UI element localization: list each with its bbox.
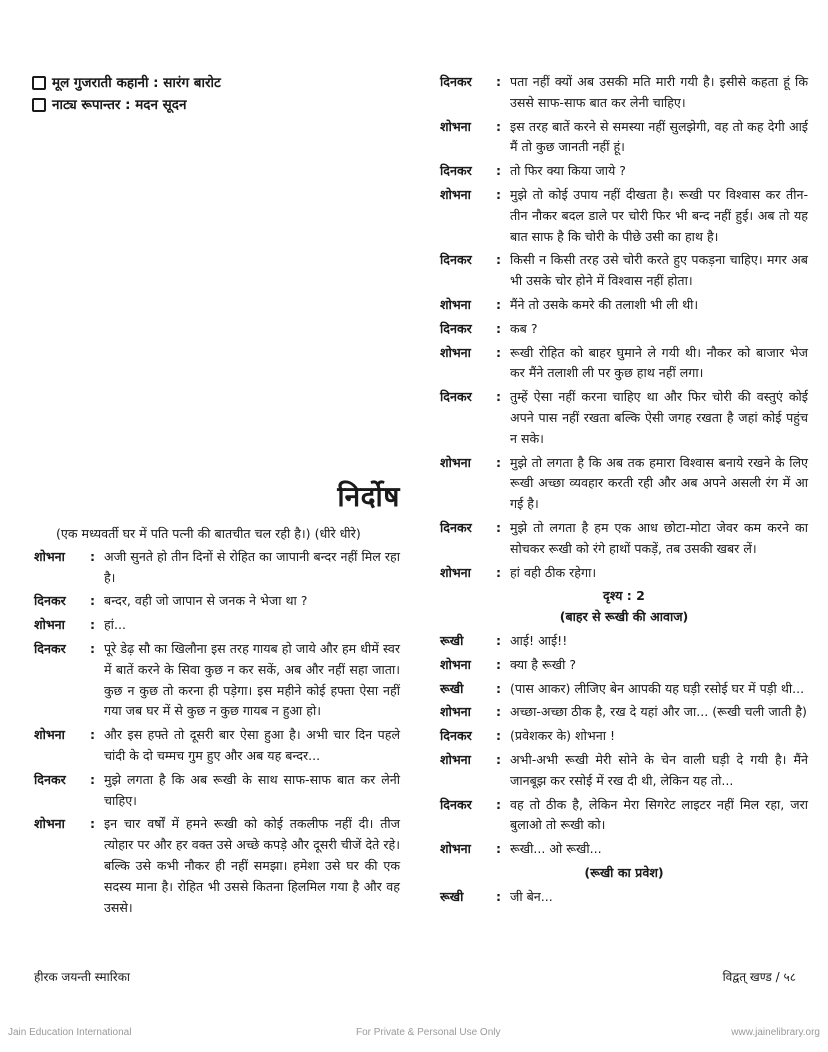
- dialogue-line: शोभना : अच्छा-अच्छा ठीक है, रख दे यहां और जा... (रूखी चली जाती है): [440, 702, 808, 723]
- dialogue-line: शोभना : क्या है रूखी ?: [440, 655, 808, 676]
- speaker-name: दिनकर: [440, 252, 472, 268]
- speaker-name: दिनकर: [440, 74, 472, 89]
- speech-text: हां...: [104, 617, 126, 633]
- dialogue-line: शोभना : मैंने तो उसके कमरे की तलाशी भी ली थी।: [440, 295, 808, 316]
- left-dialogue: [34, 547, 400, 919]
- speaker-name: शोभना: [34, 816, 65, 832]
- footer-section-page: विद्वत् खण्ड / ५८: [722, 970, 796, 984]
- dialogue-line: शोभना : रूखी रोहित को बाहर घुमाने ले गयी थी। नौकर को बाजार भेज कर मैंने तलाशी ली पर कुछ हाथ नहीं लगा।: [440, 343, 808, 385]
- speaker-name: शोभना: [440, 564, 471, 580]
- speech-text: अजी सुनते हो तीन दिनों से रोहित का जापानी बन्दर नहीं मिल रहा है।: [104, 548, 400, 585]
- credit-label: नाट्य रूपान्तर: [52, 97, 121, 113]
- dialogue-line: दिनकर : तो फिर क्या किया जाये ?: [440, 161, 808, 182]
- dialogue-line: दिनकर : पूरे डेढ़ सौ का खिलौना इस तरह गायब हो जाये और हम धीमें स्वर में बातें करने के सिवा कुछ न कर सकें, अब और नहीं सहा जाता। कुछ न कुछ तो करना ही पड़ेगा। इस महीने कोई हफ्ता ऐसा नहीं गया जब घर में से कुछ न कुछ गायब न हुआ हो।: [34, 639, 400, 722]
- dialogue-line: शोभना : इस तरह बातें करने से समस्या नहीं सुलझेगी, वह तो कह देगी आई मैं तो कुछ जानती नहीं हूं।: [440, 117, 808, 159]
- speaker-name: शोभना: [34, 617, 65, 633]
- credit-dramatization: नाट्य रूपान्तर : मदन सूदन: [32, 94, 221, 116]
- speech-text: रूखी रोहित को बाहर घुमाने ले गयी थी। नौकर को बाजार भेज कर मैंने तलाशी ली पर कुछ हाथ नहीं लगा।: [510, 344, 808, 381]
- speech-text: अभी-अभी रूखी मेरी सोने के चेन वाली घड़ी दे गयी है। मैंने जानबूझ कर रसोई में रख दी थी, लेकिन यह तो...: [510, 751, 808, 788]
- checkbox-bullet-icon: [32, 98, 46, 112]
- speaker-name: दिनकर: [440, 389, 472, 405]
- speech-text: मुझे तो लगता है कि अब तक हमारा विश्वास बनाये रखने के लिए रूखी अच्छा व्यवहार करती रही और अब अपने असली रंग में आ गई है।: [510, 454, 808, 512]
- speech-text: हां वही ठीक रहेगा।: [510, 564, 597, 580]
- dialogue-line: दिनकर : (प्रवेशकर के) शोभना !: [440, 726, 808, 747]
- stage-direction-entry: (रूखी का प्रवेश): [584, 864, 664, 880]
- dialogue-line: दिनकर : मुझे तो लगता है हम एक आध छोटा-मोटा जेवर कम करने का सोचकर रूखी को रंगे हाथों पकड़ें, तब उसकी खबर लें।: [440, 518, 808, 560]
- speaker-name: शोभना: [440, 186, 471, 202]
- speaker-name: शोभना: [440, 296, 471, 312]
- scene-heading: दृश्य : 2: [603, 588, 645, 604]
- speaker-name: शोभना: [34, 727, 65, 743]
- speech-text: इन चार वर्षों में हमने रूखी को कोई तकलीफ नहीं दी। तीज त्योहार पर और हर वक्त उसे अच्छे कपड़े और दूसरी चीजें देते रहे। बल्कि उसे कभी नौकर ही नहीं समझा। हमेशा उसे घर की एक सदस्य माना है। रोहित भी उससे कितना हिलमिल गया है और वह उससे।: [104, 816, 400, 915]
- speaker-name: शोभना: [440, 344, 471, 360]
- dialogue-line: शोभना : हां वही ठीक रहेगा।: [440, 563, 808, 584]
- speaker-name: शोभना: [440, 118, 471, 134]
- dialogue-line: रूखी : जी बेन...: [440, 887, 808, 908]
- speaker-name: दिनकर: [440, 320, 472, 336]
- speaker-name: रूखी: [440, 888, 464, 904]
- speech-text: मैंने तो उसके कमरे की तलाशी भी ली थी।: [510, 296, 699, 312]
- speech-text: रूखी... ओ रूखी...: [510, 841, 602, 857]
- speech-text: किसी न किसी तरह उसे चोरी करते हुए पकड़ना चाहिए। मगर अब भी उसके चोर होने में विश्वास नहीं होता।: [510, 252, 808, 289]
- dialogue-line: रूखी : (पास आकर) लीजिए बेन आपकी यह घड़ी रसोई घर में पड़ी थी...: [440, 679, 808, 700]
- speaker-name: शोभना: [34, 548, 65, 564]
- speech-text: आई! आई!!: [510, 632, 568, 648]
- credit-original-story: मूल गुजराती कहानी : सारंग बारोट: [32, 72, 221, 94]
- stage-direction: (बाहर से रूखी की आवाज): [559, 609, 689, 625]
- credit-value: मदन सूदन: [135, 97, 187, 113]
- dialogue-line: दिनकर : किसी न किसी तरह उसे चोरी करते हुए पकड़ना चाहिए। मगर अब भी उसके चोर होने में विश्वास नहीं होता।: [440, 250, 808, 292]
- speech-text: क्या है रूखी ?: [510, 656, 577, 672]
- speaker-name: शोभना: [440, 841, 471, 857]
- credits: [32, 72, 221, 116]
- dialogue-line: शोभना : मुझे तो लगता है कि अब तक हमारा विश्वास बनाये रखने के लिए रूखी अच्छा व्यवहार करती रही और अब अपने असली रंग में आ गई है।: [440, 453, 808, 515]
- speech-text: इस तरह बातें करने से समस्या नहीं सुलझेगी, वह तो कह देगी आई मैं तो कुछ जानती नहीं हूं।: [510, 118, 808, 155]
- speaker-name: दिनकर: [34, 593, 66, 609]
- speech-text: मुझे तो लगता है हम एक आध छोटा-मोटा जेवर कम करने का सोचकर रूखी को रंगे हाथों पकड़ें, तब उसकी खबर लें।: [510, 519, 808, 556]
- speech-text: तो फिर क्या किया जाये ?: [510, 163, 626, 179]
- right-column: [440, 72, 808, 910]
- speech-text: पता नहीं क्यों अब उसकी मति मारी गयी है। इसीसे कहता हूं कि उससे साफ-साफ बात कर लेनी चाहिए।: [510, 74, 808, 110]
- footer-publication: हीरक जयन्ती स्मारिका: [34, 970, 131, 984]
- speech-text: बन्दर, वही जो जापान से जनक ने भेजा था ?: [104, 593, 308, 609]
- dialogue-line: शोभना : हां...: [34, 615, 400, 636]
- speech-text: कब ?: [510, 320, 538, 336]
- speaker-name: शोभना: [440, 704, 471, 720]
- speech-text: मुझे लगता है कि अब रूखी के साथ साफ-साफ बात कर लेनी चाहिए।: [104, 771, 400, 808]
- dialogue-line: शोभना : अजी सुनते हो तीन दिनों से रोहित का जापानी बन्दर नहीं मिल रहा है।: [34, 547, 400, 589]
- watermark-right: www.jainelibrary.org: [731, 1027, 820, 1038]
- speech-text: जी बेन...: [510, 888, 553, 904]
- speech-text: मुझे तो कोई उपाय नहीं दीखता है। रूखी पर विश्वास कर तीन-तीन नौकर बदल डाले पर चोरी फिर भी बन्द नहीं हुई। अब तो यह बात साफ है कि चोरी के पीछे उसी का हाथ है।: [510, 186, 808, 244]
- checkbox-bullet-icon: [32, 76, 46, 90]
- speaker-name: रूखी: [440, 632, 464, 648]
- credit-value: सारंग बारोट: [163, 75, 221, 91]
- speaker-name: शोभना: [440, 454, 471, 470]
- dialogue-line: शोभना : मुझे तो कोई उपाय नहीं दीखता है। रूखी पर विश्वास कर तीन-तीन नौकर बदल डाले पर चोरी फिर भी बन्द नहीं हुई। अब तो यह बात साफ है कि चोरी के पीछे उसी का हाथ है।: [440, 185, 808, 247]
- dialogue-line: दिनकर : पता नहीं क्यों अब उसकी मति मारी गयी है। इसीसे कहता हूं कि उससे साफ-साफ बात कर लेनी चाहिए।: [440, 72, 808, 114]
- watermark-middle: For Private & Personal Use Only: [356, 1027, 501, 1038]
- speech-text: (प्रवेशकर के) शोभना !: [510, 728, 616, 744]
- watermark-left: Jain Education International: [8, 1027, 132, 1038]
- dialogue-line: दिनकर : मुझे लगता है कि अब रूखी के साथ साफ-साफ बात कर लेनी चाहिए।: [34, 770, 400, 812]
- scene2-dialogue: [440, 631, 808, 860]
- speaker-name: शोभना: [440, 656, 471, 672]
- dialogue-line: शोभना : अभी-अभी रूखी मेरी सोने के चेन वाली घड़ी दे गयी है। मैंने जानबूझ कर रसोई में रख दी थी, लेकिन यह तो...: [440, 750, 808, 792]
- speaker-name: दिनकर: [34, 640, 66, 656]
- credit-label: मूल गुजराती कहानी: [52, 75, 149, 91]
- speaker-name: दिनकर: [440, 728, 472, 744]
- speaker-name: शोभना: [440, 751, 471, 767]
- speaker-name: रूखी: [440, 680, 464, 696]
- dialogue-line: दिनकर : तुम्हें ऐसा नहीं करना चाहिए था और फिर चोरी की वस्तुएं कोई अपने पास नहीं रखता बल्कि ऐसी जगह रखता है जहां कोई पहुंच न सके।: [440, 387, 808, 449]
- play-title: निर्दोष: [337, 480, 400, 513]
- speech-text: अच्छा-अच्छा ठीक है, रख दे यहां और जा... (रूखी चली जाती है): [510, 704, 807, 720]
- speech-text: और इस हफ्ते तो दूसरी बार ऐसा हुआ है। अभी चार दिन पहले चांदी के दो चम्मच गुम हुए और अब यह बन्दर...: [104, 727, 400, 763]
- speech-text: तुम्हें ऐसा नहीं करना चाहिए था और फिर चोरी की वस्तुएं कोई अपने पास नहीं रखता बल्कि ऐसी जगह रखता है जहां कोई पहुंच न सके।: [510, 389, 808, 446]
- dialogue-line: दिनकर : वह तो ठीक है, लेकिन मेरा सिगरेट लाइटर नहीं मिल रहा, जरा बुलाओ तो रूखी को।: [440, 795, 808, 837]
- dialogue-line: दिनकर : कब ?: [440, 319, 808, 340]
- right-dialogue: [440, 72, 808, 583]
- speech-text: पूरे डेढ़ सौ का खिलौना इस तरह गायब हो जाये और हम धीमें स्वर में बातें करने के सिवा कुछ न कर सकें, अब और नहीं सहा जाता। कुछ न कुछ तो करना ही पड़ेगा। इस महीने कोई हफ्ता ऐसा नहीं गया जब घर में से कुछ न कुछ गायब न हुआ हो।: [104, 640, 400, 719]
- speech-text: वह तो ठीक है, लेकिन मेरा सिगरेट लाइटर नहीं मिल रहा, जरा बुलाओ तो रूखी को।: [510, 796, 808, 833]
- left-column: [34, 480, 400, 921]
- speaker-name: दिनकर: [440, 519, 472, 535]
- speaker-name: दिनकर: [440, 796, 472, 812]
- speaker-name: दिनकर: [440, 163, 472, 179]
- dialogue-line: शोभना : इन चार वर्षों में हमने रूखी को कोई तकलीफ नहीं दी। तीज त्योहार पर और हर वक्त उसे अच्छे कपड़े और दूसरी चीजें देते रहे। बल्कि उसे कभी नौकर ही नहीं समझा। हमेशा उसे घर की एक सदस्य माना है। रोहित भी उससे कितना हिलमिल गया है और वह उससे।: [34, 814, 400, 918]
- dialogue-line: शोभना : रूखी... ओ रूखी...: [440, 839, 808, 860]
- stage-direction-intro: (एक मध्यवर्ती घर में पति पत्नी की बातचीत चल रही है।) (धीरे धीरे): [56, 526, 361, 541]
- dialogue-line: शोभना : और इस हफ्ते तो दूसरी बार ऐसा हुआ है। अभी चार दिन पहले चांदी के दो चम्मच गुम हुए और अब यह बन्दर...: [34, 725, 400, 767]
- speaker-name: दिनकर: [34, 771, 66, 787]
- speech-text: (पास आकर) लीजिए बेन आपकी यह घड़ी रसोई घर में पड़ी थी...: [510, 680, 805, 696]
- dialogue-line: रूखी : आई! आई!!: [440, 631, 808, 652]
- dialogue-line: दिनकर : बन्दर, वही जो जापान से जनक ने भेजा था ?: [34, 591, 400, 612]
